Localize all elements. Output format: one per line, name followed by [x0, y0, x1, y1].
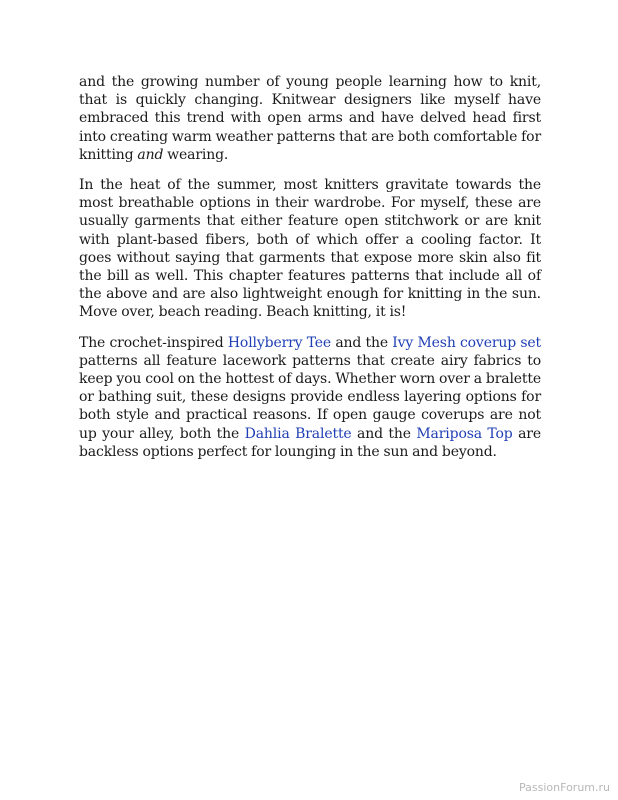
page-body — [79, 73, 541, 473]
paragraph-patterns — [79, 334, 541, 461]
link-mariposa-top[interactable]: Mariposa Top — [416, 425, 513, 442]
paragraph-intro-end: wearing. — [163, 146, 229, 163]
paragraph-patterns-text-e: are backless options perfect for lounging in the sun and beyond. — [79, 425, 541, 460]
paragraph-summer-text: In the heat of the summer, most knitters gravitate towards the most breathable options in their wardrobe. For myself, these are usually garments that either feature open stitchwork or are knit with plant-based fibers, both of which offer a cooling factor. It goes without saying that garments that expose more skin also fit the bill as well. This chapter features patterns that include all of the above and are also lightweight enough for knitting in the sun. Move over, beach reading. Beach knitting, it is! — [79, 177, 541, 321]
paragraph-intro — [79, 73, 541, 164]
link-ivy-mesh-coverup-set[interactable]: Ivy Mesh coverup set — [392, 334, 541, 351]
paragraph-summer — [79, 176, 541, 322]
paragraph-patterns-text-c: patterns all feature lacework patterns that create airy fabrics to keep you cool on the hottest of days. Whether worn over a bralette or bathing suit, these designs provide endless layering options for both style and practical reasons. If open gauge coverups are not up your alley, both the — [79, 352, 541, 442]
paragraph-patterns-text-a: The crochet-inspired — [79, 334, 228, 351]
paragraph-intro-text: and the growing number of young people learning how to knit, that is quickly changing. Knitwear designers like myself have embraced this trend with open arms and have delved head first into creating warm weather patterns that are both comfortable for knitting — [79, 74, 541, 163]
paragraph-patterns-text-d: and the — [351, 425, 417, 442]
paragraph-patterns-text-b: and the — [331, 334, 393, 351]
link-hollyberry-tee[interactable]: Hollyberry Tee — [227, 334, 332, 351]
link-dahlia-bralette[interactable]: Dahlia Bralette — [244, 425, 352, 442]
watermark: PassionForum.ru — [519, 781, 610, 794]
emphasis-and: and — [137, 146, 164, 163]
